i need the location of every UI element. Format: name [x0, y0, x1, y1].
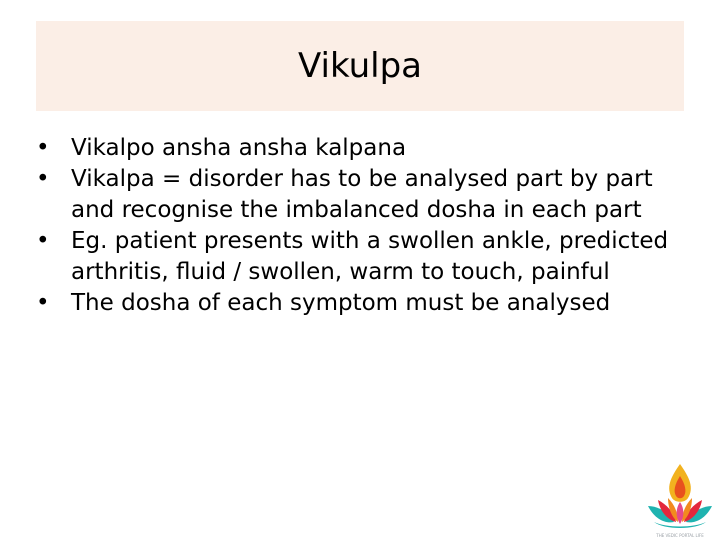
bullet-item: • Vikalpo ansha ansha kalpana: [36, 133, 686, 164]
bullet-item: • The dosha of each symptom must be analysed: [36, 288, 686, 319]
bullet-list: [36, 133, 686, 319]
slide-title: Vikulpa: [297, 46, 422, 86]
logo-text: THE VEDIC PORTAL LIFE: [656, 533, 704, 538]
title-band: [36, 21, 684, 111]
bullet-item: • Eg. patient presents with a swollen ankle, predicted arthritis, fluid / swollen, warm to touch, painful: [36, 226, 686, 288]
bullet-item: • Vikalpa = disorder has to be analysed part by part and recognise the imbalanced dosha in each part: [36, 164, 686, 226]
lotus-flame-logo-icon: [640, 462, 720, 540]
